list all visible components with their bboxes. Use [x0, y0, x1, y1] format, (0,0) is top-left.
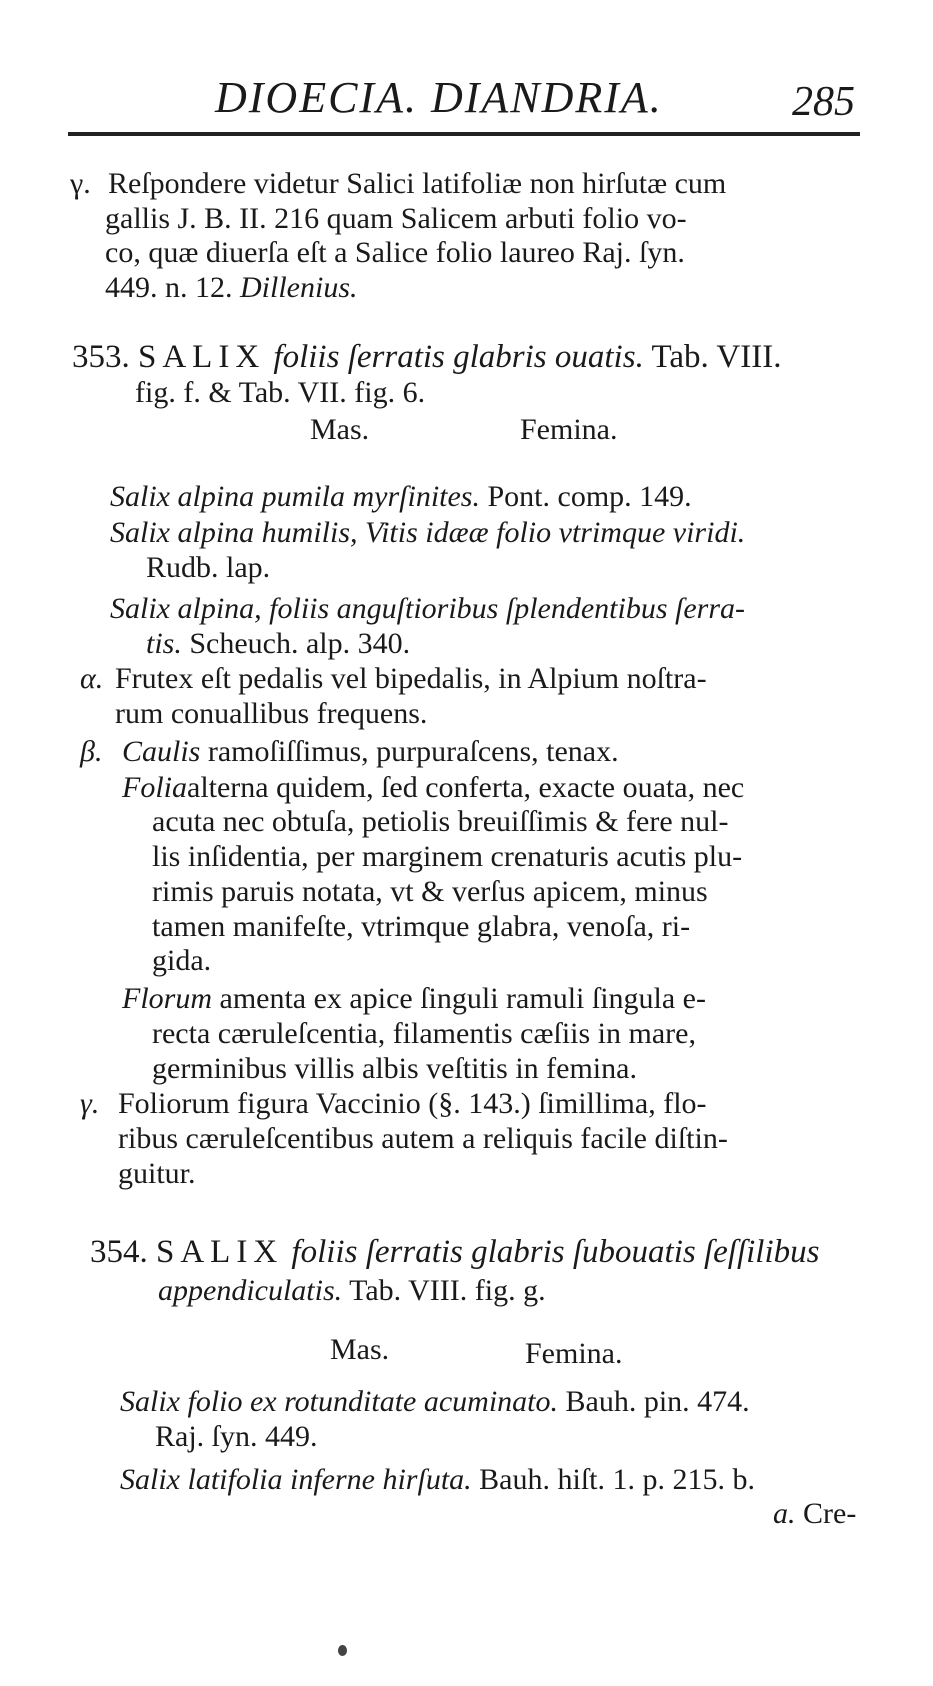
- gamma-marker: γ.: [80, 1087, 100, 1120]
- entry-354-femina: Femina.: [525, 1337, 623, 1370]
- synonym-1-name: Salix alpina pumila myrſinites.: [110, 480, 480, 513]
- gamma-note-line-1: Reſpondere videtur Salici latifoliæ non hirſutæ cum: [108, 167, 727, 200]
- folia-line-2: acuta nec obtuſa, petiolis breuiſſimis & fere nul-: [152, 805, 729, 838]
- folia-line-3: lis inſidentia, per marginem crenaturis acutis plu-: [152, 840, 743, 873]
- entry-353-synonym-2: Salix alpina humilis, Vitis idææ folio vtrimque viridi.: [110, 516, 746, 549]
- folia-line-4: rimis paruis notata, vt & verſus apicem, minus: [152, 875, 708, 908]
- gamma-note-author: Dillenius.: [240, 271, 358, 304]
- folia-line-1: [122, 771, 744, 805]
- gamma-line-2: ribus cæruleſcentibus autem a reliquis facile diſtin-: [118, 1122, 728, 1155]
- entry-354-heading: [90, 1235, 820, 1269]
- entry-353-figures: fig. f. & Tab. VII. fig. 6.: [135, 376, 426, 409]
- entry-353-heading: [72, 340, 781, 374]
- entry-353-synonym-2-ref: Rudb. lap.: [146, 551, 271, 584]
- entry-354-synonym-1: [120, 1385, 750, 1419]
- catchword: [773, 1497, 856, 1531]
- synonym-1-ref: Pont. comp. 149.: [487, 480, 692, 513]
- gamma-note-line-3: co, quæ diuerſa eſt a Salice folio laureo Raj. ſyn.: [105, 236, 685, 269]
- gamma-line-3: guitur.: [118, 1157, 196, 1190]
- entry-354-tab: Tab. VIII. fig. g.: [349, 1274, 546, 1307]
- entry-354-genus: SALIX: [156, 1234, 284, 1270]
- gamma-note-line-2: gallis J. B. II. 216 quam Salicem arbuti folio vo-: [105, 202, 687, 235]
- gamma-line-1: Foliorum figura Vaccinio (§. 143.) ſimillima, flo-: [118, 1087, 707, 1120]
- florum-line-3: germinibus villis albis veſtitis in femina.: [152, 1052, 637, 1085]
- entry-353-tab: Tab. VIII.: [651, 339, 782, 375]
- entry-354-synonym-1-ref-2: Raj. ſyn. 449.: [155, 1420, 318, 1453]
- ink-speck: [338, 1645, 347, 1656]
- folia-label: Folia: [122, 771, 187, 804]
- entry-353-synonym-3-ref: [146, 627, 410, 661]
- entry-353-synonym-1: [110, 480, 692, 514]
- beta-caulis: Caulis: [122, 735, 201, 768]
- entry-354-number: 354.: [90, 1234, 148, 1270]
- entry-354-synonym-2: [120, 1463, 755, 1497]
- florum-line-2: recta cæruleſcentia, filamentis cæſiis in mare,: [152, 1017, 696, 1050]
- catchword-text: Cre-: [803, 1497, 857, 1530]
- florum-label: Florum: [122, 982, 212, 1015]
- folia-desc-1: alterna quidem, ſed conferta, exacte ouata, nec: [187, 771, 745, 804]
- florum-desc-1: amenta ex apice ſinguli ramuli ſingula e-: [219, 982, 706, 1015]
- entry-354-diagnosis: foliis ſerratis glabris ſubouatis ſeſſilibus: [291, 1234, 820, 1270]
- entry-354-line-2: [158, 1274, 546, 1308]
- florum-line-1: [122, 982, 706, 1016]
- entry-354-synonym-1-ref: Bauh. pin. 474.: [565, 1385, 750, 1418]
- entry-353-diagnosis: foliis ſerratis glabris ouatis.: [273, 339, 644, 375]
- alpha-line-1: Frutex eſt pedalis vel bipedalis, in Alpium noſtra-: [115, 662, 707, 695]
- folia-line-6: gida.: [152, 944, 212, 977]
- entry-353-mas: Mas.: [310, 413, 370, 446]
- synonym-3-citation: Scheuch. alp. 340.: [189, 627, 411, 660]
- entry-354-diagnosis-2: appendiculatis.: [158, 1274, 343, 1307]
- alpha-line-2: rum conuallibus frequens.: [115, 697, 428, 730]
- gamma-note-ref: 449. n. 12.: [105, 271, 233, 304]
- beta-marker: β.: [80, 735, 103, 768]
- header-rule: [68, 132, 860, 136]
- gamma-note-line-4: [105, 271, 358, 305]
- entry-354-synonym-1-name: Salix folio ex rotunditate acuminato.: [120, 1385, 558, 1418]
- running-title: DIOECIA. DIANDRIA.: [215, 73, 663, 122]
- catchword-marker: a.: [773, 1497, 796, 1530]
- page-number: 285: [792, 79, 855, 125]
- entry-354-mas: Mas.: [330, 1333, 390, 1366]
- beta-caulis-desc: ramoſiſſimus, purpuraſcens, tenax.: [207, 735, 619, 768]
- synonym-3-tail: tis.: [146, 627, 182, 660]
- entry-354-synonym-2-name: Salix latifolia inferne hirſuta.: [120, 1463, 472, 1496]
- beta-line-1: [122, 735, 619, 769]
- entry-353-number: 353.: [72, 339, 130, 375]
- entry-353-synonym-3: Salix alpina, foliis anguſtioribus ſplendentibus ſerra-: [110, 592, 745, 625]
- entry-353-genus: SALIX: [138, 339, 266, 375]
- entry-354-synonym-2-ref: Bauh. hiſt. 1. p. 215. b.: [479, 1463, 755, 1496]
- folia-line-5: tamen manifeſte, vtrimque glabra, venoſa, ri-: [152, 910, 691, 943]
- gamma-note-marker: γ.: [70, 167, 91, 200]
- alpha-marker: α.: [80, 662, 104, 695]
- entry-353-femina: Femina.: [520, 413, 618, 446]
